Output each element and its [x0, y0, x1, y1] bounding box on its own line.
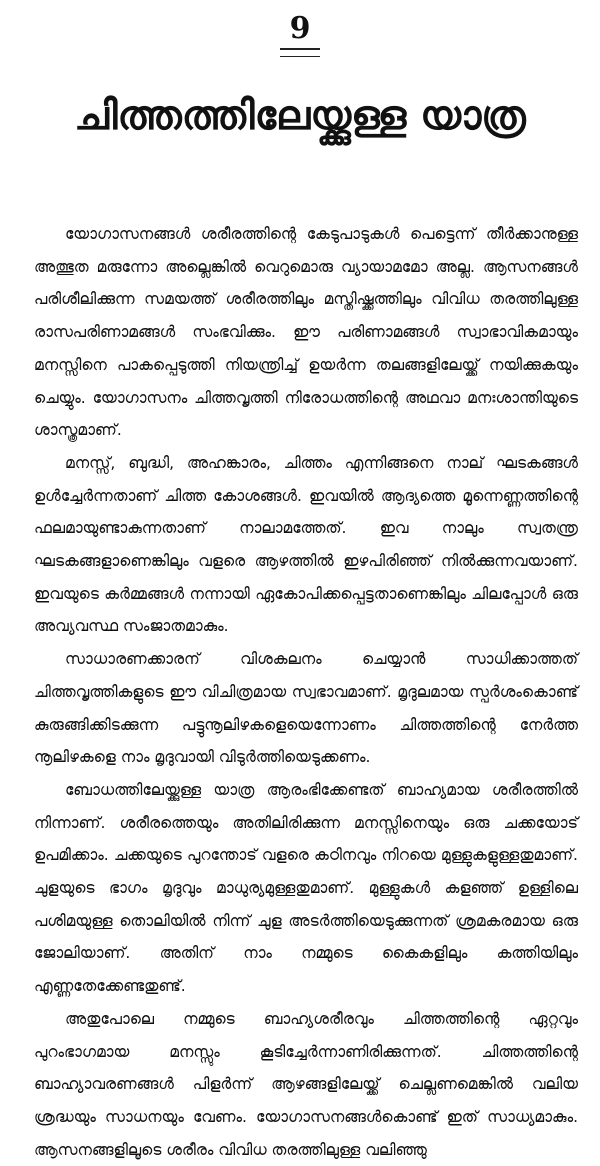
chapter-number-underline [280, 48, 320, 57]
paragraph-4: ബോധത്തിലേയ്ക്കുള്ള യാത്ര ആരംഭിക്കേണ്ടത് ബാഹ്യമായ ശരീരത്തിൽ നിന്നാണ്. ശരീരത്തെയും അതിലിരിക്കുന്ന മനസ്സിനെയും ഒരു ചക്കയോട് ഉപമിക്കാം. ചക്കയുടെ പുറന്തോട് വളരെ കഠിനവും നിറയെ മുള്ളുകളുള്ളതുമാണ്. ചുളയുടെ ഭാഗം മൃദുവും മാധുര്യമുള്ളതുമാണ്. മുള്ളുകൾ കളഞ്ഞ് ഉള്ളിലെ പശിമയുള്ള തൊലിയിൽ നിന്ന് ചുള അടർത്തിയെടുക്കുന്നത് ശ്രമകരമായ ഒരു ജോലിയാണ്. അതിന് നാം നമ്മുടെ കൈകളിലും കത്തിയിലും എണ്ണതേക്കേണ്ടതുണ്ട്. [34, 780, 578, 996]
paragraph-3: സാധാരണക്കാരന് വിശകലനം ചെയ്യാൻ സാധിക്കാത്തത് ചിത്തവൃത്തികളുടെ ഈ വിചിത്രമായ സ്വഭാവമാണ്. മൃദുലമായ സ്പർശംകൊണ്ട് കുരുങ്ങിക്കിടക്കുന്ന പട്ടുനൂലിഴകളെയെന്നോണം ചിത്തത്തിന്റെ നേർത്ത നൂലിഴകളെ നാം മൃദുവായി വിടുർത്തിയെടുക്കണം. [34, 650, 578, 767]
paragraph-1: യോഗാസനങ്ങൾ ശരീരത്തിന്റെ കേടുപാടുകൾ പെട്ടെന്ന് തീർക്കാനുള്ള അത്ഭുത മരുന്നോ അല്ലെങ്കിൽ വെറുമൊരു വ്യായാമമോ അല്ല. ആസനങ്ങൾ പരിശീലിക്കുന്ന സമയത്ത് ശരീരത്തിലും മസ്തിഷ്ക്കത്തിലും വിവിധ തരത്തിലുള്ള രാസപരിണാമങ്ങൾ സംഭവിക്കും. ഈ പരിണാമങ്ങൾ സ്വാഭാവികമായും മനസ്സിനെ പാകപ്പെടുത്തി നിയന്ത്രിച്ച് ഉയർന്ന തലങ്ങളിലേയ്ക്ക് നയിക്കുകയും ചെയ്യും. യോഗാസനം ചിത്തവൃത്തി നിരോധത്തിന്റെ അഥവാ മനഃശാന്തിയുടെ ശാസ്ത്രമാണ്. [34, 225, 578, 440]
paragraph-5: അതുപോലെ നമ്മുടെ ബാഹ്യശരീരവും ചിത്തത്തിന്റെ ഏറ്റവും പുറംഭാഗമായ മനസ്സും കൂടിച്ചേർന്നാണിരിക്കുന്നത്. ചിത്തത്തിന്റെ ബാഹ്യാവരണങ്ങൾ പിളർന്ന് ആഴങ്ങളിലേയ്ക്ക് ചെല്ലണമെങ്കിൽ വലിയ ശ്രദ്ധയും സാധനയും വേണം. യോഗാസനങ്ങൾകൊണ്ട് ഇത് സാധ്യമാകും. ആസനങ്ങളിലൂടെ ശരീരം വിവിധ തരത്തിലുള്ള വലിഞ്ഞു [34, 1009, 578, 1159]
paragraph-2: മനസ്സ്, ബുദ്ധി, അഹങ്കാരം, ചിത്തം എന്നിങ്ങനെ നാല് ഘടകങ്ങൾ ഉൾച്ചേർന്നതാണ് ചിത്ത കോശങ്ങൾ. ഇവയിൽ ആദ്യത്തെ മൂന്നെണ്ണത്തിന്റെ ഫലമായുണ്ടാകുന്നതാണ് നാലാമത്തേത്. ഇവ നാലും സ്വതന്ത്ര ഘടകങ്ങളാണെങ്കിലും വളരെ ആഴത്തിൽ ഇഴപിരിഞ്ഞ് നിൽക്കുന്നവയാണ്. ഇവയുടെ കർമ്മങ്ങൾ നന്നായി ഏകോപിക്കപ്പെട്ടതാണെങ്കിലും ചിലപ്പോൾ ഒരു അവ്യവസ്ഥ സംജാതമാകും. [34, 453, 578, 636]
chapter-title: ചിത്തത്തിലേയ്ക്കുള്ള യാത്ര [74, 93, 526, 139]
chapter-number: 9 [289, 11, 311, 46]
chapter-body [34, 218, 578, 1166]
chapter-heading [0, 12, 600, 57]
